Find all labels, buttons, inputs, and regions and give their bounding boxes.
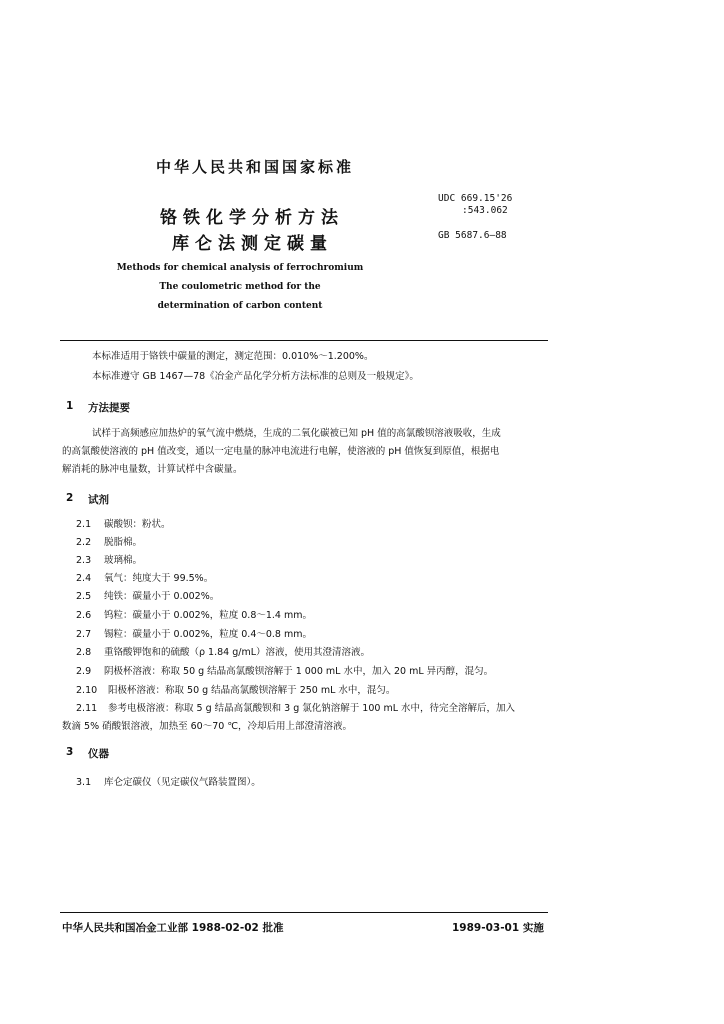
intro-paragraph-1: 本标准适用于铬铁中碳量的测定，测定范围：0.010%～1.200%。 xyxy=(92,351,374,362)
reagent-number: 2.2 xyxy=(76,537,92,548)
reagent-text: 脱脂棉。 xyxy=(104,537,143,548)
intro-paragraph-2: 本标准遵守 GB 1467—78《冶金产品化学分析方法标准的总则及一般规定》。 xyxy=(92,371,419,382)
udc-code-line2: :543.062 xyxy=(462,205,508,216)
section-2-number: 2 xyxy=(66,492,74,504)
reagent-number: 2.7 xyxy=(76,629,92,640)
english-title-line2: The coulometric method for the xyxy=(159,282,321,292)
section-1-number: 1 xyxy=(66,400,74,412)
reagent-text: 碳酸钡：粉状。 xyxy=(104,519,171,530)
reagent-number: 2.3 xyxy=(76,555,92,566)
reagent-text: 阴极杯溶液：称取 50 g 结晶高氯酸钡溶解于 1 000 mL 水中，加入 20 mL 异丙醇，混匀。 xyxy=(104,666,494,677)
reagent-number: 2.5 xyxy=(76,591,92,602)
udc-code-line1: UDC 669.15'26 xyxy=(438,193,513,204)
reagent-text: 阳极杯溶液：称取 50 g 结晶高氯酸钡溶解于 250 mL 水中，混匀。 xyxy=(108,685,396,696)
document-title-line1: 铬铁化学分析方法 xyxy=(160,208,344,228)
section-3-number: 3 xyxy=(66,746,74,758)
reagent-text: 纯铁：碳量小于 0.002%。 xyxy=(104,591,220,602)
reagent-number: 2.4 xyxy=(76,573,92,584)
footer-rule xyxy=(60,912,548,913)
reagent-number: 2.1 xyxy=(76,519,92,530)
header-rule xyxy=(60,340,548,341)
reagent-text-continuation: 数滴 5% 硝酸银溶液，加热至 60～70 ℃，冷却后用上部澄清溶液。 xyxy=(62,721,352,732)
reagent-text: 钨粒：碳量小于 0.002%，粒度 0.8～1.4 mm。 xyxy=(104,610,313,621)
effective-date: 1989-03-01 实施 xyxy=(452,922,544,934)
reagent-text: 重铬酸钾饱和的硫酸（ρ 1.84 g/mL）溶液，使用其澄清溶液。 xyxy=(104,647,371,658)
reagent-number: 2.11 xyxy=(76,703,98,714)
section-1-line: 解消耗的脉冲电量数，计算试样中含碳量。 xyxy=(62,464,243,475)
reagent-number: 2.10 xyxy=(76,685,98,696)
reagent-text: 锡粒：碳量小于 0.002%，粒度 0.4～0.8 mm。 xyxy=(104,629,313,640)
section-1-line: 的高氯酸使溶液的 pH 值改变，通以一定电量的脉冲电流进行电解，使溶液的 pH 值恢复到原值，根据电 xyxy=(62,446,500,457)
approval-info: 中华人民共和国冶金工业部 1988-02-02 批准 xyxy=(62,922,284,934)
section-3-title: 仪器 xyxy=(88,748,109,760)
english-title-line1: Methods for chemical analysis of ferrochromium xyxy=(116,263,364,273)
section-2-title: 试剂 xyxy=(88,494,109,506)
document-title-line2: 库仑法测定碳量 xyxy=(172,234,333,254)
english-title-line3: determination of carbon content xyxy=(157,301,323,311)
reagent-text: 氧气：纯度大于 99.5%。 xyxy=(104,573,214,584)
section-1-title: 方法提要 xyxy=(88,402,130,414)
section-1-line: 试样于高频感应加热炉的氧气流中燃烧，生成的二氧化碳被已知 pH 值的高氯酸钡溶液吸收，生成 xyxy=(92,428,501,439)
reagent-number: 2.6 xyxy=(76,610,92,621)
reagent-text: 玻璃棉。 xyxy=(104,555,143,566)
instrument-text: 库仑定碳仪（见定碳仪气路装置图）。 xyxy=(104,777,261,788)
reagent-number: 2.9 xyxy=(76,666,92,677)
reagent-number: 2.8 xyxy=(76,647,92,658)
reagent-text: 参考电极溶液：称取 5 g 结晶高氯酸钡和 3 g 氯化钠溶解于 100 mL 水中，待完全溶解后，加入 xyxy=(108,703,516,714)
instrument-number: 3.1 xyxy=(76,777,92,788)
standard-name: 中华人民共和国国家标准 xyxy=(156,158,355,176)
gb-number: GB 5687.6—88 xyxy=(438,230,507,241)
